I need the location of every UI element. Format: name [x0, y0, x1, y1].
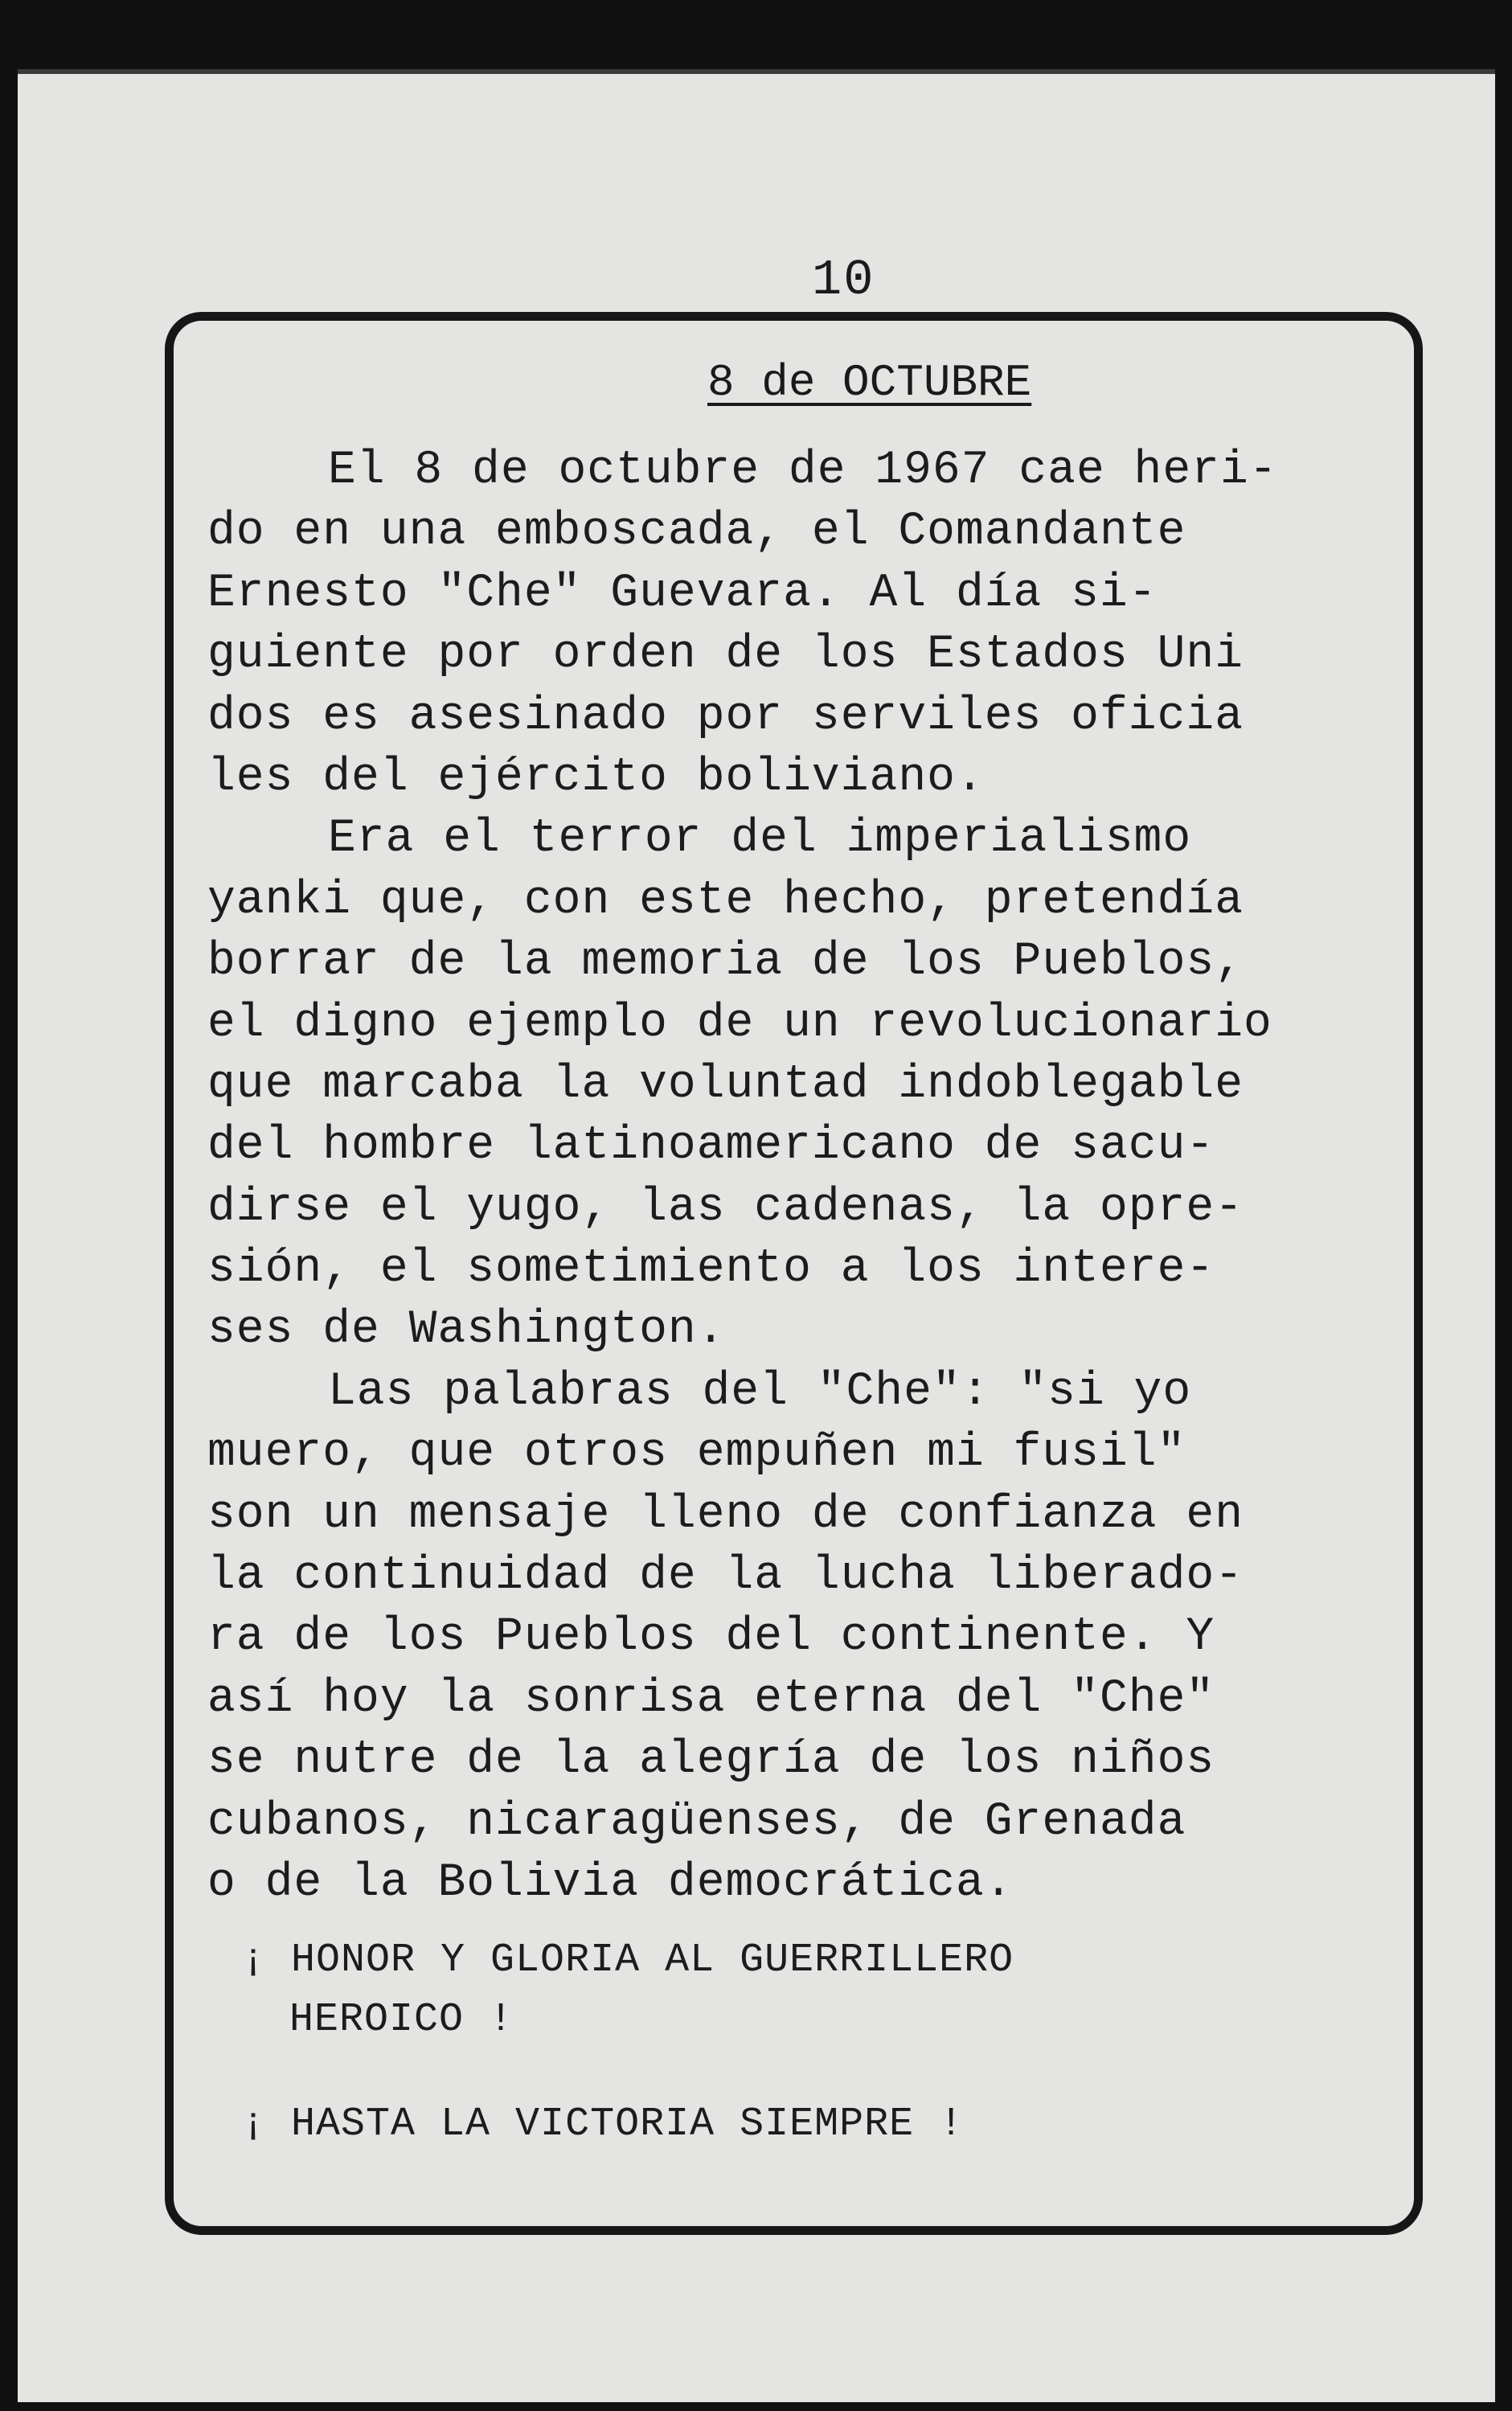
- slogan-honor-line-2: HEROICO !: [289, 1997, 514, 2043]
- slogan-honor-line-1: ¡ HONOR Y GLORIA AL GUERRILLERO: [241, 1937, 1014, 1983]
- text-line: que marcaba la voluntad indoblegable: [207, 1058, 1244, 1111]
- slogan-victoria: ¡ HASTA LA VICTORIA SIEMPRE !: [241, 2101, 965, 2147]
- text-line: Ernesto "Che" Guevara. Al día si-: [207, 567, 1158, 620]
- text-line: dirse el yugo, las cadenas, la opre-: [207, 1181, 1244, 1234]
- text-line: así hoy la sonrisa eterna del "Che": [207, 1672, 1215, 1725]
- text-line: cubanos, nicaragüenses, de Grenada: [207, 1795, 1186, 1848]
- text-line: ses de Washington.: [207, 1304, 726, 1357]
- text-line: do en una emboscada, el Comandante: [207, 506, 1186, 559]
- text-line: sión, el sometimiento a los intere-: [207, 1243, 1215, 1296]
- text-line: Las palabras del "Che": "si yo: [328, 1365, 1192, 1418]
- text-line: ra de los Pueblos del continente. Y: [207, 1611, 1215, 1664]
- text-line: muero, que otros empuñen mi fusil": [207, 1427, 1186, 1480]
- text-line: son un mensaje lleno de confianza en: [207, 1488, 1244, 1541]
- page-number: 10: [812, 252, 875, 309]
- text-line: les del ejército boliviano.: [207, 751, 985, 804]
- text-line: o de la Bolivia democrática.: [207, 1856, 1014, 1909]
- text-line: borrar de la memoria de los Pueblos,: [207, 936, 1244, 989]
- body-text: [207, 441, 1381, 1914]
- text-line: dos es asesinado por serviles oficia: [207, 690, 1244, 743]
- text-line: del hombre latinoamericano de sacu-: [207, 1120, 1215, 1173]
- page-title: 8 de OCTUBRE: [707, 357, 1032, 408]
- text-line: la continuidad de la lucha liberado-: [207, 1550, 1244, 1603]
- text-line: Era el terror del imperialismo: [328, 813, 1192, 866]
- text-line: se nutre de la alegría de los niños: [207, 1734, 1215, 1787]
- slogans: [241, 1931, 1014, 2155]
- text-line: el digno ejemplo de un revolucionario: [207, 997, 1272, 1050]
- text-line: El 8 de octubre de 1967 cae heri-: [328, 445, 1278, 497]
- text-line: guiente por orden de los Estados Uni: [207, 629, 1244, 682]
- text-line: yanki que, con este hecho, pretendía: [207, 874, 1244, 927]
